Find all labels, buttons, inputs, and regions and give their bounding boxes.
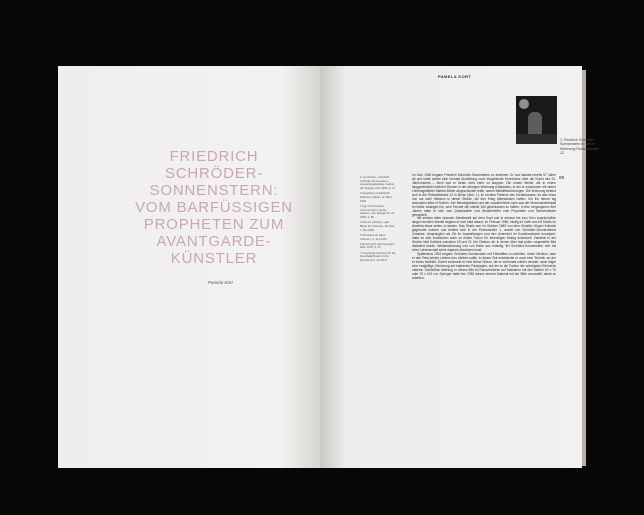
artist-photo: [516, 96, 557, 144]
title-line: VOM BARFÜSSIGEN: [135, 199, 293, 216]
title-line: FRIEDRICH: [169, 148, 259, 165]
footnote: 1 Leo Pinther, «Friedrich Schröder-Sonnenstern», Ausstellungskatalog, Galerie der Spiegel, Köln 1959, S. 14: [360, 176, 395, 191]
photo-lamp: [519, 99, 529, 109]
article-title: [114, 148, 314, 267]
right-page: [320, 66, 600, 468]
article-body: [412, 174, 556, 281]
footnote: 3 Vgl. Kurt Krowicki, «Sonnenstern und die Geister», Der Spiegel, Nr. 21, 1962, S. 88: [360, 204, 396, 220]
magazine-spread: [58, 66, 600, 468]
running-head: PAMELA KORT: [438, 74, 472, 79]
title-line: PROPHETEN ZUM: [143, 216, 285, 233]
body-paragraph: Spätestens 1952 begann Schröder-Sonnenstern mit Farbstiften zu arbeiten, ihrem Medium, dem er den Rest seines Lebens treu bleiben sollte. In dieser Zeit entwickelte er auch eine Technik, an der er fortan festhielt. Zuerst zeichnete er eine kleine Skizze, die er mehrmals wieder verwarf, dann folgte eine endgültige Zeichnung auf halbierem Packpapier, auf der er die Farben der wichtigsten Elemente notierte. Schließlich übertrug er dieses Bild im Pausverfahren auf Malkarton mit den Maßen 50 x 70 oder 70 x 100 cm. Springer hatte ihm 1952 dieses teurere Material mit der Bitte verschafft, damit zu arbeiten.: [412, 252, 556, 280]
title-line: SCHRÖDER-SONNENSTERN:: [149, 165, 279, 199]
author-byline: Pamela Kort: [208, 280, 233, 285]
photo-caption: 1. Friedrich Schröder-Sonnenstern in seiner Wohnung Rottwallstraße 12: [560, 138, 600, 156]
footnote: 2 Gespräch mit Elisabeth Hoffmann, Berlin, 12. März 1992: [360, 192, 392, 203]
left-page: [58, 66, 320, 468]
photo-table: [516, 134, 557, 144]
page-number: 09: [559, 175, 565, 180]
footnote: 7 Ursprünglich Entwurf für die Kunsthalle Basel, Archiv Pamela Kort, Juli 1972: [360, 251, 396, 263]
footnote: 6 Ernst Fuchs, Erinnerungen, Wien 1978, S. 45: [360, 242, 395, 250]
footnotes: [360, 176, 396, 264]
footnote: 5 Schreiben an Hans Uhlmann, 3. Juni 1951: [360, 233, 387, 241]
body-paragraph: Im Jahr 1948 begann Friedrich Schröder-Sonnenstern zu zeichnen. Er war damals bereits 57 Jahre alt und hatte weder eine formale Ausbildung noch eingehende Kenntnisse über die Kunst des 20. Jahrhunderts – doch war er fortan nicht mehr zu stoppen. Die ersten Werke, die in einem langgestreckten kleinen Zimmer in der winzigen Wohnung entstanden, in der er zusammen mit seiner Lebensgefährtin Martha Möller abgeschieden lebte, waren Bleistiftzeichnungen. Die Wohnung befand sich in der Rottwallstraße 12 in Berlin (Abb. 1), im rechten Parterre des Vorderhauses; es war eines von nur zwei Häusern in dieser Straße, die den Krieg überstanden hatten. Um ihn herum lag ansonsten alles in Ruinen. Der Benzingestank und der unaufhörliche Lärm aus der Motorradwerkstatt im Keller zwangen ihn, sein Fenster die meiste Zeit geschlossen zu halten. In den vergangenen fünf Jahren hatte er sich vom Quacksalber und Wunderheiler zum Propheten und Sternendeuter gewandelt.: [412, 173, 556, 217]
page-edge: [582, 70, 586, 466]
footnote: 4 Werner Hofmann, «Ein Bauer als Visionär», Die Zeit, 7. Mai 1964: [360, 221, 395, 232]
title-line: KÜNSTLER: [170, 250, 258, 267]
body-paragraph: Mit seinem alten braunen Samtbarett auf dem Kopf und in seinem bis zum Kinn zugeknöpften langen dunklen Mantel begann er sich bald darauf, im Februar 1950, häufig im Café und Art Studio im Amerika-Haus sehen zu lassen. Das Studio war im Oktober 1949 von dem Künstler Jürgen Kubicek gegründet worden und befand sich in der Einemstraße 1, unweit von Schröder-Sonnensterns Zuhause. Ursprünglich als Ort für Ausstellungen und den Unterricht im Kunsthandwerk konzipiert, hatte es sich inzwischen auch zu einem Forum für lebendigen Dialog entwickelt. Zweimal in der Woche hielt Kubicek zwischen 18 und 21 Uhr Diskurs ab, in denen über fast jedes vorgestellte Bild diskutiert wurde. Weltanschauung und von Natur aus redselig, fiel Schröder-Sonnenstern dort mit einer Leidenschaft seine eigenen Ansichten kund.: [412, 216, 556, 253]
title-line: AVANTGARDE-: [156, 233, 272, 250]
